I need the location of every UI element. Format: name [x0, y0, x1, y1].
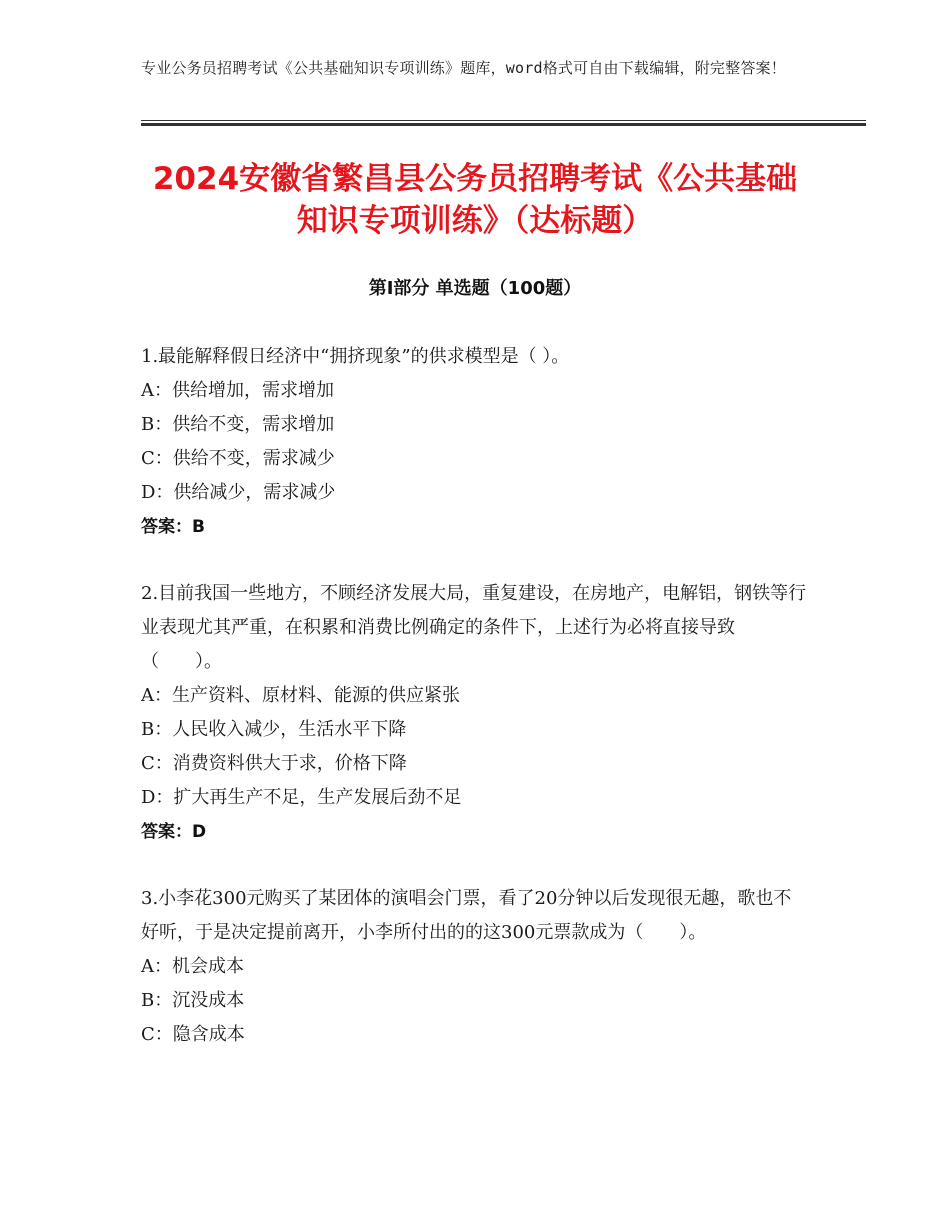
option-c: C：隐含成本	[141, 1024, 245, 1045]
option-b: B：供给不变，需求增加	[141, 414, 335, 435]
header-divider-thin	[141, 120, 866, 121]
question-3	[141, 882, 809, 1052]
section-heading: 第Ⅰ部分 单选题（100题）	[368, 278, 582, 299]
option-c: C：供给不变，需求减少	[141, 448, 335, 469]
document-title: 2024安徽省繁昌县公务员招聘考试《公共基础知识专项训练》（达标题）	[152, 161, 798, 239]
question-1	[141, 340, 809, 544]
question-list	[141, 340, 809, 1085]
question-stem: 1.最能解释假日经济中“拥挤现象”的供求模型是（ ）。	[141, 346, 570, 367]
answer: 答案：B	[141, 517, 205, 537]
option-d: D：扩大再生产不足，生产发展后劲不足	[141, 787, 462, 808]
option-a: A：机会成本	[141, 956, 244, 977]
question-2	[141, 577, 809, 849]
question-stem: 3.小李花300元购买了某团体的演唱会门票，看了20分钟以后发现很无趣，歌也不好听，于是决定提前离开，小李所付出的的这300元票款成为（ ）。	[141, 888, 792, 943]
option-c: C：消费资料供大于求，价格下降	[141, 753, 407, 774]
option-b: B：沉没成本	[141, 990, 245, 1011]
option-d: D：供给减少，需求减少	[141, 482, 336, 503]
option-b: B：人民收入减少，生活水平下降	[141, 719, 407, 740]
question-stem: 2.目前我国一些地方，不顾经济发展大局，重复建设，在房地产，电解铝，钢铁等行业表现尤其严重，在积累和消费比例确定的条件下，上述行为必将直接导致（ ）。	[141, 583, 807, 672]
option-a: A：生产资料、原材料、能源的供应紧张	[141, 685, 460, 706]
header-note: 专业公务员招聘考试《公共基础知识专项训练》题库，word格式可自由下载编辑，附完整答案！	[141, 59, 786, 77]
header-divider-thick	[141, 123, 866, 126]
option-a: A：供给增加，需求增加	[141, 380, 334, 401]
answer: 答案：D	[141, 822, 207, 842]
